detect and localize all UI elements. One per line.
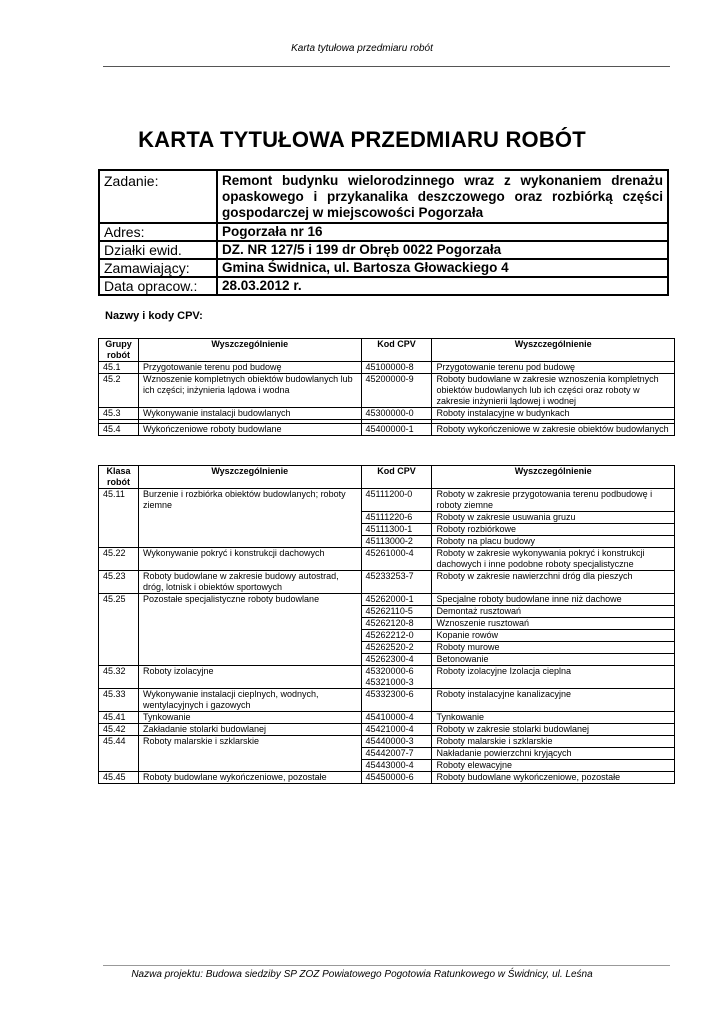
table-row (99, 362, 675, 374)
cpv-code: 45113000-2 (361, 536, 432, 548)
table-row (99, 489, 675, 512)
info-row-task (99, 170, 668, 223)
cpv-description: Przygotowanie terenu pod budowę (432, 362, 675, 374)
cpv-description: Roboty elewacyjne (432, 760, 675, 772)
table-row (99, 689, 675, 712)
cpv-classes-table (98, 465, 675, 784)
table-row (99, 548, 675, 571)
cpv-code: 45440000-3 (361, 736, 432, 748)
cpv-code: 45262300-4 (361, 654, 432, 666)
column-header: Kod CPV (361, 466, 432, 489)
row-code: 45.41 (99, 712, 139, 724)
cpv-code: 45100000-8 (361, 362, 432, 374)
table-row (99, 666, 675, 689)
cpv-description: Roboty budowlane wykończeniowe, pozostałe (432, 772, 675, 784)
info-value: 28.03.2012 r. (217, 277, 668, 295)
cpv-code: 45262520-2 (361, 642, 432, 654)
info-label: Zamawiający: (99, 259, 217, 277)
info-value: DZ. NR 127/5 i 199 dr Obręb 0022 Pogorzała (217, 241, 668, 259)
info-label: Data opracow.: (99, 277, 217, 295)
cpv-code: 45111200-0 (361, 489, 432, 512)
table-row (99, 408, 675, 420)
page-title: KARTA TYTUŁOWA PRZEDMIARU ROBÓT (138, 127, 586, 152)
cpv-code: 45262000-1 (361, 594, 432, 606)
table-row (99, 594, 675, 606)
row-code: 45.2 (99, 374, 139, 408)
info-row-date (99, 277, 668, 295)
cpv-code: 45262120-8 (361, 618, 432, 630)
cpv-heading: Nazwy i kody CPV: (105, 310, 203, 322)
row-description: Wznoszenie kompletnych obiektów budowlanych lub ich części; inżynieria lądowa i wodna (138, 374, 361, 408)
row-code: 45.4 (99, 424, 139, 436)
table-row (99, 571, 675, 594)
row-description: Przygotowanie terenu pod budowę (138, 362, 361, 374)
info-value: Gmina Świdnica, ul. Bartosza Głowackiego 4 (217, 259, 668, 277)
row-description: Wykonywanie instalacji cieplnych, wodnych, wentylacyjnych i gazowych (138, 689, 361, 712)
cpv-description: Roboty w zakresie usuwania gruzu (432, 512, 675, 524)
cpv-code: 45262212-0 (361, 630, 432, 642)
cpv-code: 45442007-7 (361, 748, 432, 760)
cpv-code: 45111220-6 (361, 512, 432, 524)
cpv-description: Roboty w zakresie wykonywania pokryć i konstrukcji dachowych i inne podobne roboty specjalistyczne (432, 548, 675, 571)
row-code: 45.25 (99, 594, 139, 666)
cpv-description: Roboty w zakresie przygotowania terenu podbudowę i roboty ziemne (432, 489, 675, 512)
row-code: 45.33 (99, 689, 139, 712)
table-header-row (99, 466, 675, 489)
table-row (99, 736, 675, 748)
cpv-description: Kopanie rowów (432, 630, 675, 642)
column-header: Klasa robót (99, 466, 139, 489)
info-value: Pogorzała nr 16 (217, 223, 668, 241)
cpv-description: Roboty na placu budowy (432, 536, 675, 548)
cpv-description: Specjalne roboty budowlane inne niż dachowe (432, 594, 675, 606)
cpv-code: 45400000-1 (361, 424, 432, 436)
info-row-client (99, 259, 668, 277)
info-row-address (99, 223, 668, 241)
row-description: Roboty malarskie i szklarskie (138, 736, 361, 772)
cpv-description: Roboty malarskie i szklarskie (432, 736, 675, 748)
footer-rule (103, 965, 670, 966)
table-header-row (99, 339, 675, 362)
page-header: Karta tytułowa przedmiaru robót (291, 43, 433, 54)
row-description: Roboty budowlane wykończeniowe, pozostałe (138, 772, 361, 784)
row-code: 45.23 (99, 571, 139, 594)
column-header: Kod CPV (361, 339, 432, 362)
info-label: Działki ewid. (99, 241, 217, 259)
table-row (99, 374, 675, 408)
info-table (98, 169, 669, 296)
row-description: Burzenie i rozbiórka obiektów budowlanych; roboty ziemne (138, 489, 361, 548)
cpv-description: Roboty izolacyjne Izolacja cieplna (432, 666, 675, 689)
cpv-description: Roboty budowlane w zakresie wznoszenia kompletnych obiektów budowlanych lub ich części oraz roboty w zakresie inżynierii lądowej i wodnej (432, 374, 675, 408)
info-label: Adres: (99, 223, 217, 241)
page-footer: Nazwa projektu: Budowa siedziby SP ZOZ Powiatowego Pogotowia Ratunkowego w Świdnicy, ul. Leśna (131, 969, 593, 980)
cpv-code: 45332300-6 (361, 689, 432, 712)
row-description: Wykonywanie pokryć i konstrukcji dachowych (138, 548, 361, 571)
info-value: Remont budynku wielorodzinnego wraz z wykonaniem drenażu opaskowego i przykanalika deszczowego oraz rozbiórką części gospodarczej w miejscowości Pogorzała (217, 170, 668, 223)
cpv-code: 45200000-9 (361, 374, 432, 408)
row-description: Zakładanie stolarki budowlanej (138, 724, 361, 736)
cpv-code: 45421000-4 (361, 724, 432, 736)
row-code: 45.3 (99, 408, 139, 420)
cpv-description: Roboty rozbiórkowe (432, 524, 675, 536)
row-code: 45.11 (99, 489, 139, 548)
row-description: Wykończeniowe roboty budowlane (138, 424, 361, 436)
cpv-description: Betonowanie (432, 654, 675, 666)
row-description: Roboty budowlane w zakresie budowy autostrad, dróg, lotnisk i obiektów sportowych (138, 571, 361, 594)
info-row-plots (99, 241, 668, 259)
row-code: 45.45 (99, 772, 139, 784)
column-header: Wyszczególnienie (432, 466, 675, 489)
row-code: 45.22 (99, 548, 139, 571)
cpv-description: Roboty w zakresie nawierzchni dróg dla pieszych (432, 571, 675, 594)
cpv-description: Roboty instalacyjne w budynkach (432, 408, 675, 420)
cpv-description: Nakładanie powierzchni kryjących (432, 748, 675, 760)
row-code: 45.1 (99, 362, 139, 374)
column-header: Wyszczególnienie (138, 339, 361, 362)
cpv-description: Roboty murowe (432, 642, 675, 654)
cpv-code: 45443000-4 (361, 760, 432, 772)
cpv-description: Roboty instalacyjne kanalizacyjne (432, 689, 675, 712)
column-header: Wyszczególnienie (138, 466, 361, 489)
row-code: 45.42 (99, 724, 139, 736)
cpv-description: Wznoszenie rusztowań (432, 618, 675, 630)
row-code: 45.32 (99, 666, 139, 689)
cpv-description: Tynkowanie (432, 712, 675, 724)
table-row (99, 724, 675, 736)
cpv-description: Roboty w zakresie stolarki budowlanej (432, 724, 675, 736)
info-label: Zadanie: (99, 170, 217, 223)
row-description: Wykonywanie instalacji budowlanych (138, 408, 361, 420)
row-code: 45.44 (99, 736, 139, 772)
cpv-code: 45450000-6 (361, 772, 432, 784)
table-row (99, 424, 675, 436)
table-row (99, 712, 675, 724)
cpv-description: Demontaż rusztowań (432, 606, 675, 618)
column-header: Wyszczególnienie (432, 339, 675, 362)
cpv-code: 45233253-7 (361, 571, 432, 594)
column-header: Grupy robót (99, 339, 139, 362)
row-description: Pozostałe specjalistyczne roboty budowlane (138, 594, 361, 666)
row-description: Roboty izolacyjne (138, 666, 361, 689)
cpv-code: 45261000-4 (361, 548, 432, 571)
cpv-description: Roboty wykończeniowe w zakresie obiektów budowlanych (432, 424, 675, 436)
cpv-code: 45262110-5 (361, 606, 432, 618)
table-row (99, 772, 675, 784)
cpv-code: 45320000-6 45321000-3 (361, 666, 432, 689)
row-description: Tynkowanie (138, 712, 361, 724)
cpv-groups-table (98, 338, 675, 436)
header-rule (103, 66, 670, 67)
cpv-code: 45111300-1 (361, 524, 432, 536)
cpv-code: 45300000-0 (361, 408, 432, 420)
cpv-code: 45410000-4 (361, 712, 432, 724)
